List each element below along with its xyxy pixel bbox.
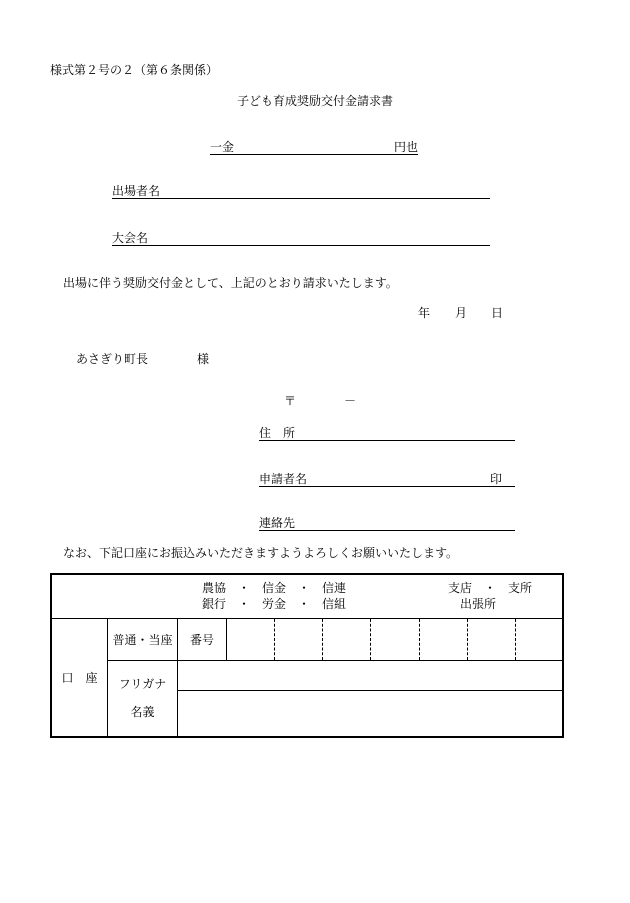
bank-account-table (50, 573, 564, 738)
amount-prefix: 一金 (210, 140, 235, 154)
addressee-honorific: 様 (197, 352, 210, 366)
amount-suffix: 円也 (393, 140, 418, 154)
tournament-name-label: 大会名 (112, 231, 149, 245)
account-number-digit-box (226, 619, 274, 660)
number-label: 番号 (189, 632, 214, 647)
addressee-name: あさぎり町長 (76, 352, 149, 366)
form-title: 子ども育成奨励交付金請求書 (236, 94, 393, 108)
tournament-name-field (112, 231, 490, 246)
branch-types-line-1: 支店 ・ 支所 (448, 581, 533, 595)
account-number-digit-box (322, 619, 370, 660)
furigana-label: フリガナ (118, 677, 167, 691)
account-label: 口 座 (61, 670, 98, 685)
address-label: 住 所 (259, 426, 296, 440)
postal-dash: － (344, 394, 357, 408)
postal-mark: 〒 (284, 394, 297, 408)
form-number: 様式第２号の２（第６条関係） (50, 63, 219, 77)
participant-name-label: 出場者名 (112, 184, 161, 198)
applicant-name-label: 申請者名 (259, 472, 308, 486)
contact-field (259, 516, 515, 531)
seal-mark: 印 (490, 472, 503, 486)
date-day-label: 日 (491, 306, 504, 320)
participant-name-field (112, 184, 490, 199)
amount-line (210, 140, 418, 155)
request-statement: 出場に伴う奨励交付金として、上記のとおり請求いたします。 (63, 276, 398, 290)
holder-label: 名義 (130, 705, 155, 719)
branch-types-line-2: 出張所 (460, 597, 497, 611)
account-number-digit-box (515, 619, 562, 660)
account-type-cell (108, 619, 177, 660)
account-number-digit-box (274, 619, 322, 660)
applicant-name-field (259, 472, 515, 487)
date-year-label: 年 (418, 306, 431, 320)
institution-line-2: 銀行 ・ 労金 ・ 信組 (202, 597, 347, 611)
furigana-field (178, 661, 562, 691)
account-number-digit-box (370, 619, 419, 660)
account-number-digit-box (419, 619, 467, 660)
date-month-label: 月 (455, 306, 468, 320)
number-label-cell (178, 619, 226, 660)
contact-label: 連絡先 (259, 516, 296, 530)
account-type-label: 普通・当座 (112, 632, 173, 647)
account-holder-field (178, 691, 562, 736)
financial-institution-types (202, 580, 346, 612)
institution-line-1: 農協 ・ 信金 ・ 信連 (202, 581, 347, 595)
account-number-digit-box (467, 619, 515, 660)
bank-transfer-notice: なお、下記口座にお振込みいただきますようよろしくお願いいたします。 (63, 546, 459, 560)
account-label-cell (52, 619, 107, 736)
address-field (259, 426, 515, 441)
